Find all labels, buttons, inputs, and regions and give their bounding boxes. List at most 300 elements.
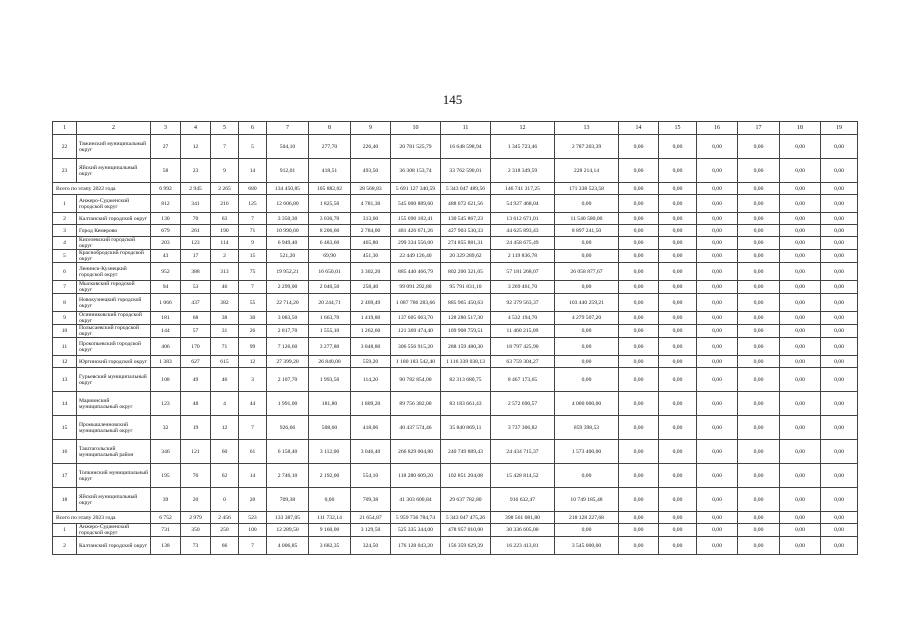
value-cell: 240 749 889,43 xyxy=(441,440,491,464)
value-cell: 3 302,20 xyxy=(351,263,391,281)
value-cell: 926,66 xyxy=(267,416,309,440)
value-cell: 0,00 xyxy=(697,312,738,325)
value-cell: 6 158,40 xyxy=(267,440,309,464)
value-cell: 62 xyxy=(211,464,239,488)
value-cell: 17 xyxy=(181,250,211,263)
value-cell: 0,00 xyxy=(697,512,738,524)
value-cell: 0,00 xyxy=(659,440,697,464)
column-number-cell: 8 xyxy=(309,122,351,135)
value-cell: 0,00 xyxy=(738,325,780,338)
value-cell: 181 xyxy=(151,312,181,325)
value-cell: 5 691 127 340,59 xyxy=(391,183,441,195)
value-cell: 4 xyxy=(211,392,239,416)
municipality-name-cell: Анжеро-Судженский городской округ xyxy=(77,524,151,537)
value-cell: 57 181 268,07 xyxy=(491,263,555,281)
value-cell: 10 990,60 xyxy=(267,225,309,237)
table-row xyxy=(53,135,858,159)
value-cell: 0,00 xyxy=(780,512,821,524)
value-cell: 195 xyxy=(151,464,181,488)
value-cell: 90 782 854,00 xyxy=(391,368,441,392)
page-number: 145 xyxy=(442,92,463,107)
value-cell: 26 058 877,67 xyxy=(555,263,619,281)
value-cell: 5 343 047 475,26 xyxy=(441,512,491,524)
column-number-cell: 17 xyxy=(738,122,780,135)
row-number-cell: 13 xyxy=(53,368,77,392)
value-cell: 102 851 204,08 xyxy=(441,464,491,488)
value-cell: 0,00 xyxy=(619,159,659,183)
value-cell: 0,00 xyxy=(780,183,821,195)
value-cell: 1 087 786 283,66 xyxy=(391,294,441,312)
value-cell: 481 426 671,26 xyxy=(391,225,441,237)
value-cell: 9 xyxy=(211,159,239,183)
value-cell: 49 xyxy=(181,368,211,392)
value-cell: 46 xyxy=(211,281,239,294)
value-cell: 0,00 xyxy=(821,368,858,392)
value-cell: 0,00 xyxy=(780,213,821,225)
municipality-name-cell: Краснобродский городской округ xyxy=(77,250,151,263)
value-cell: 105 882,02 xyxy=(309,183,351,195)
value-cell: 0,00 xyxy=(659,488,697,512)
row-number-cell: 2 xyxy=(53,213,77,225)
value-cell: 0,00 xyxy=(780,392,821,416)
value-cell: 0,00 xyxy=(619,464,659,488)
value-cell: 521,20 xyxy=(267,250,309,263)
value-cell: 288 159 480,30 xyxy=(441,338,491,356)
table-row xyxy=(53,263,858,281)
value-cell: 44 625 893,43 xyxy=(491,225,555,237)
value-cell: 22 449 126,40 xyxy=(391,250,441,263)
value-cell: 0,00 xyxy=(780,325,821,338)
value-cell: 15 xyxy=(239,250,267,263)
value-cell: 382 xyxy=(211,294,239,312)
value-cell: 48 xyxy=(181,392,211,416)
municipality-name-cell: Таштагольский муниципальный район xyxy=(77,440,151,464)
value-cell: 36 308 153,74 xyxy=(391,159,441,183)
value-cell: 71 xyxy=(239,225,267,237)
municipality-name-cell: Мысковский городской округ xyxy=(77,281,151,294)
table-row xyxy=(53,338,858,356)
value-cell: 1 991,00 xyxy=(267,392,309,416)
table-row xyxy=(53,416,858,440)
value-cell: 3 545 000,00 xyxy=(555,537,619,555)
value-cell: 0,00 xyxy=(697,225,738,237)
value-cell: 13 612 671,01 xyxy=(491,213,555,225)
value-cell: 0,00 xyxy=(821,524,858,537)
value-cell: 2 192,00 xyxy=(309,464,351,488)
value-cell: 0,00 xyxy=(659,537,697,555)
value-cell: 0,00 xyxy=(780,159,821,183)
value-cell: 427 903 530,33 xyxy=(441,225,491,237)
column-number-cell: 4 xyxy=(181,122,211,135)
column-number-cell: 11 xyxy=(441,122,491,135)
value-cell: 0,00 xyxy=(780,294,821,312)
municipality-name-cell: Осинниковский городской округ xyxy=(77,312,151,325)
column-number-cell: 9 xyxy=(351,122,391,135)
value-cell: 0,00 xyxy=(738,250,780,263)
value-cell: 0,00 xyxy=(821,294,858,312)
value-cell: 0,00 xyxy=(821,237,858,250)
table-row xyxy=(53,312,858,325)
value-cell: 1 663,70 xyxy=(309,312,351,325)
value-cell: 0,00 xyxy=(738,281,780,294)
value-cell: 9 160,00 xyxy=(309,524,351,537)
value-cell: 437 xyxy=(181,294,211,312)
value-cell: 0,00 xyxy=(697,250,738,263)
value-cell: 4 781,30 xyxy=(351,195,391,213)
column-number-cell: 5 xyxy=(211,122,239,135)
column-number-cell: 3 xyxy=(151,122,181,135)
value-cell: 82 313 680,75 xyxy=(441,368,491,392)
row-number-cell: 23 xyxy=(53,159,77,183)
value-cell: 525 335 344,00 xyxy=(391,524,441,537)
value-cell: 14 xyxy=(239,159,267,183)
value-cell: 0,00 xyxy=(555,368,619,392)
value-cell: 2 979 xyxy=(181,512,211,524)
value-cell: 0,00 xyxy=(821,281,858,294)
value-cell: 3 682,35 xyxy=(309,537,351,555)
value-cell: 10 749 185,48 xyxy=(555,488,619,512)
value-cell: 7 xyxy=(239,416,267,440)
municipality-name-cell: Киселевский городской округ xyxy=(77,237,151,250)
value-cell: 0,00 xyxy=(821,512,858,524)
value-cell: 3 xyxy=(239,368,267,392)
value-cell: 118 280 609,20 xyxy=(391,464,441,488)
value-cell: 0,00 xyxy=(619,356,659,368)
value-cell: 0,00 xyxy=(780,281,821,294)
value-cell: 0,00 xyxy=(738,183,780,195)
value-cell: 0,00 xyxy=(697,488,738,512)
value-cell: 53 xyxy=(181,281,211,294)
value-cell: 134 450,85 xyxy=(267,183,309,195)
value-cell: 2 746,10 xyxy=(267,464,309,488)
value-cell: 0,00 xyxy=(659,250,697,263)
value-cell: 0,00 xyxy=(697,281,738,294)
value-cell: 2 784,00 xyxy=(351,225,391,237)
value-cell: 0,00 xyxy=(659,135,697,159)
value-cell: 16 650,01 xyxy=(309,263,351,281)
value-cell: 261 xyxy=(181,225,211,237)
value-cell: 46 xyxy=(211,368,239,392)
value-cell: 1 180 183 542,40 xyxy=(391,356,441,368)
value-cell: 504,10 xyxy=(267,135,309,159)
value-cell: 2 318 349,59 xyxy=(491,159,555,183)
value-cell: 7 xyxy=(211,135,239,159)
value-cell: 0,00 xyxy=(697,416,738,440)
value-cell: 109 908 759,51 xyxy=(441,325,491,338)
value-cell: 3 112,00 xyxy=(309,440,351,464)
value-cell: 406 xyxy=(151,338,181,356)
value-cell: 83 183 661,43 xyxy=(441,392,491,416)
value-cell: 15 428 814,52 xyxy=(491,464,555,488)
value-cell: 44 xyxy=(239,392,267,416)
value-cell: 203 xyxy=(151,237,181,250)
table-row xyxy=(53,237,858,250)
value-cell: 146 741 317,25 xyxy=(491,183,555,195)
value-cell: 0,00 xyxy=(738,440,780,464)
municipality-name-cell: Ленинск-Кузнецкий городской округ xyxy=(77,263,151,281)
value-cell: 493,50 xyxy=(351,159,391,183)
value-cell: 19 xyxy=(181,416,211,440)
municipality-name-cell: Калтанский городской округ xyxy=(77,213,151,225)
value-cell: 12 289,50 xyxy=(267,524,309,537)
value-cell: 0,00 xyxy=(619,294,659,312)
value-cell: 0,00 xyxy=(738,263,780,281)
value-cell: 0,00 xyxy=(697,325,738,338)
value-cell: 812 xyxy=(151,195,181,213)
row-number-cell: 15 xyxy=(53,416,77,440)
value-cell: 0,00 xyxy=(697,464,738,488)
value-cell: 6 949,40 xyxy=(267,237,309,250)
value-cell: 3 350,30 xyxy=(267,213,309,225)
table-row xyxy=(53,537,858,555)
value-cell: 0,00 xyxy=(821,213,858,225)
column-number-cell: 7 xyxy=(267,122,309,135)
value-cell: 0,00 xyxy=(619,213,659,225)
value-cell: 66 xyxy=(211,537,239,555)
value-cell: 137 605 063,70 xyxy=(391,312,441,325)
value-cell: 4 006,85 xyxy=(267,537,309,555)
value-cell: 0,00 xyxy=(821,312,858,325)
value-cell: 2 787 203,39 xyxy=(555,135,619,159)
value-cell: 2 040,50 xyxy=(309,281,351,294)
table-row xyxy=(53,392,858,416)
value-cell: 12 xyxy=(239,356,267,368)
value-cell: 388 xyxy=(181,263,211,281)
header-row xyxy=(53,122,858,135)
value-cell: 0,00 xyxy=(697,524,738,537)
value-cell: 39 xyxy=(151,488,181,512)
value-cell: 0,00 xyxy=(780,488,821,512)
value-cell: 0,00 xyxy=(309,488,351,512)
value-cell: 2 817,70 xyxy=(267,325,309,338)
value-cell: 0,00 xyxy=(738,213,780,225)
municipality-name-cell: Мариинский муниципальный округ xyxy=(77,392,151,416)
value-cell: 4 532 194,70 xyxy=(491,312,555,325)
value-cell: 0,00 xyxy=(619,312,659,325)
table-row xyxy=(53,213,858,225)
value-cell: 0,00 xyxy=(697,392,738,416)
value-cell: 0,00 xyxy=(780,368,821,392)
value-cell: 0 xyxy=(211,488,239,512)
value-cell: 0,00 xyxy=(619,281,659,294)
row-number-cell: 2 xyxy=(53,537,77,555)
value-cell: 99 091 292,80 xyxy=(391,281,441,294)
value-cell: 11 540 580,00 xyxy=(555,213,619,225)
value-cell: 0,00 xyxy=(555,237,619,250)
value-cell: 1 825,50 xyxy=(309,195,351,213)
value-cell: 70 xyxy=(181,213,211,225)
value-cell: 0,00 xyxy=(780,225,821,237)
row-number-cell: 17 xyxy=(53,464,77,488)
value-cell: 2 299,00 xyxy=(267,281,309,294)
municipality-name-cell: Юргинский городской округ xyxy=(77,356,151,368)
value-cell: 0,00 xyxy=(659,338,697,356)
value-cell: 250 xyxy=(211,524,239,537)
value-cell: 0,00 xyxy=(659,524,697,537)
value-cell: 679 xyxy=(151,225,181,237)
value-cell: 1 809,20 xyxy=(351,392,391,416)
value-cell: 144 xyxy=(151,325,181,338)
value-cell: 114,20 xyxy=(351,368,391,392)
value-cell: 299 334 556,00 xyxy=(391,237,441,250)
row-number-cell: 3 xyxy=(53,225,77,237)
value-cell: 20 781 525,79 xyxy=(391,135,441,159)
value-cell: 5 959 736 784,74 xyxy=(391,512,441,524)
value-cell: 12 xyxy=(181,135,211,159)
value-cell: 266 829 004,80 xyxy=(391,440,441,464)
value-cell: 5 343 047 489,56 xyxy=(441,183,491,195)
value-cell: 0,00 xyxy=(619,183,659,195)
value-cell: 523 xyxy=(239,512,267,524)
value-cell: 0,00 xyxy=(821,338,858,356)
row-number-cell: 18 xyxy=(53,488,77,512)
value-cell: 4 000 000,00 xyxy=(555,392,619,416)
value-cell: 398 561 081,80 xyxy=(491,512,555,524)
value-cell: 0,00 xyxy=(738,195,780,213)
value-cell: 7 xyxy=(239,213,267,225)
municipality-name-cell: Анжеро-Судженский городской округ xyxy=(77,195,151,213)
value-cell: 0,00 xyxy=(780,263,821,281)
value-cell: 156 359 629,39 xyxy=(441,537,491,555)
value-cell: 0,00 xyxy=(555,281,619,294)
value-cell: 71 xyxy=(211,338,239,356)
value-cell: 121 369 474,40 xyxy=(391,325,441,338)
municipality-name-cell: Яйский муниципальный округ xyxy=(77,159,151,183)
value-cell: 0,00 xyxy=(697,213,738,225)
value-cell: 0,00 xyxy=(738,294,780,312)
value-cell: 912,01 xyxy=(267,159,309,183)
value-cell: 63 759 304,27 xyxy=(491,356,555,368)
value-cell: 16 648 598,94 xyxy=(441,135,491,159)
value-cell: 63 xyxy=(211,213,239,225)
table-row xyxy=(53,356,858,368)
value-cell: 3 737 306,82 xyxy=(491,416,555,440)
value-cell: 171 338 523,58 xyxy=(555,183,619,195)
value-cell: 0,00 xyxy=(697,338,738,356)
value-cell: 1 383 xyxy=(151,356,181,368)
value-cell: 0,00 xyxy=(821,183,858,195)
value-cell: 0,00 xyxy=(619,524,659,537)
table-row xyxy=(53,440,858,464)
value-cell: 2 119 836,78 xyxy=(491,250,555,263)
value-cell: 121 xyxy=(181,440,211,464)
column-number-cell: 14 xyxy=(619,122,659,135)
value-cell: 1 555,10 xyxy=(309,325,351,338)
value-cell: 0,00 xyxy=(821,263,858,281)
row-number-cell: 10 xyxy=(53,325,77,338)
row-number-cell: 14 xyxy=(53,392,77,416)
value-cell: 0,00 xyxy=(619,225,659,237)
value-cell: 0,00 xyxy=(659,356,697,368)
value-cell: 0,00 xyxy=(659,392,697,416)
value-cell: 26 840,00 xyxy=(309,356,351,368)
value-cell: 0,00 xyxy=(619,392,659,416)
value-cell: 0,00 xyxy=(780,312,821,325)
value-cell: 0,00 xyxy=(738,237,780,250)
value-cell: 0,00 xyxy=(555,356,619,368)
value-cell: 43 xyxy=(151,250,181,263)
value-cell: 709,38 xyxy=(267,488,309,512)
value-cell: 0,00 xyxy=(659,464,697,488)
municipality-name-cell: Яйский муниципальный округ xyxy=(77,488,151,512)
value-cell: 731 xyxy=(151,524,181,537)
table-row xyxy=(53,159,858,183)
value-cell: 0,00 xyxy=(821,195,858,213)
value-cell: 32 xyxy=(151,416,181,440)
row-number-cell: 8 xyxy=(53,294,77,312)
value-cell: 3 046,40 xyxy=(351,440,391,464)
value-cell: 5 xyxy=(239,135,267,159)
value-cell: 0,00 xyxy=(738,312,780,325)
value-cell: 0,00 xyxy=(697,183,738,195)
value-cell: 0,00 xyxy=(619,537,659,555)
value-cell: 258,40 xyxy=(351,281,391,294)
value-cell: 99 xyxy=(239,338,267,356)
value-cell: 802 200 321,05 xyxy=(441,263,491,281)
municipality-name-cell: Топкинский муниципальный округ xyxy=(77,464,151,488)
value-cell: 0,00 xyxy=(780,250,821,263)
value-cell: 0,00 xyxy=(555,338,619,356)
value-cell: 7 xyxy=(239,537,267,555)
value-cell: 0,00 xyxy=(659,281,697,294)
value-cell: 885 965 450,63 xyxy=(441,294,491,312)
value-cell: 0,00 xyxy=(738,356,780,368)
value-cell: 0,00 xyxy=(821,416,858,440)
value-cell: 465,80 xyxy=(351,237,391,250)
value-cell: 114 xyxy=(211,237,239,250)
value-cell: 125 xyxy=(239,195,267,213)
table-row xyxy=(53,195,858,213)
value-cell: 28 568,83 xyxy=(351,183,391,195)
value-cell: 306 556 915,20 xyxy=(391,338,441,356)
municipality-name-cell: Калтанский городской округ xyxy=(77,537,151,555)
value-cell: 94 xyxy=(151,281,181,294)
value-cell: 0,00 xyxy=(821,225,858,237)
value-cell: 0,00 xyxy=(555,464,619,488)
value-cell: 27 xyxy=(151,135,181,159)
stage-total-row xyxy=(53,512,858,524)
value-cell: 0,00 xyxy=(659,294,697,312)
value-cell: 0,00 xyxy=(821,537,858,555)
value-cell: 190 xyxy=(211,225,239,237)
value-cell: 0,00 xyxy=(555,325,619,338)
value-cell: 0,00 xyxy=(738,392,780,416)
value-cell: 26 xyxy=(239,325,267,338)
value-cell: 8 897 241,50 xyxy=(555,225,619,237)
value-cell: 488 072 621,56 xyxy=(441,195,491,213)
row-number-cell: 7 xyxy=(53,281,77,294)
value-cell: 95 791 831,10 xyxy=(441,281,491,294)
value-cell: 0,00 xyxy=(738,159,780,183)
value-cell: 0,00 xyxy=(619,368,659,392)
row-number-cell: 22 xyxy=(53,135,77,159)
row-number-cell: 9 xyxy=(53,312,77,325)
total-label-cell: Всего по этапу 2023 года xyxy=(53,512,151,524)
value-cell: 0,00 xyxy=(619,338,659,356)
value-cell: 0,00 xyxy=(821,488,858,512)
value-cell: 218 128 227,68 xyxy=(555,512,619,524)
value-cell: 29 637 782,80 xyxy=(441,488,491,512)
value-cell: 181,80 xyxy=(309,392,351,416)
value-cell: 2 469,49 xyxy=(351,294,391,312)
value-cell: 3 269 461,70 xyxy=(491,281,555,294)
value-cell: 11 460 215,09 xyxy=(491,325,555,338)
value-cell: 0,00 xyxy=(738,512,780,524)
value-cell: 0,00 xyxy=(659,416,697,440)
municipality-name-cell: Тяжинский муниципальный округ xyxy=(77,135,151,159)
value-cell: 69,90 xyxy=(309,250,351,263)
value-cell: 0,00 xyxy=(619,488,659,512)
